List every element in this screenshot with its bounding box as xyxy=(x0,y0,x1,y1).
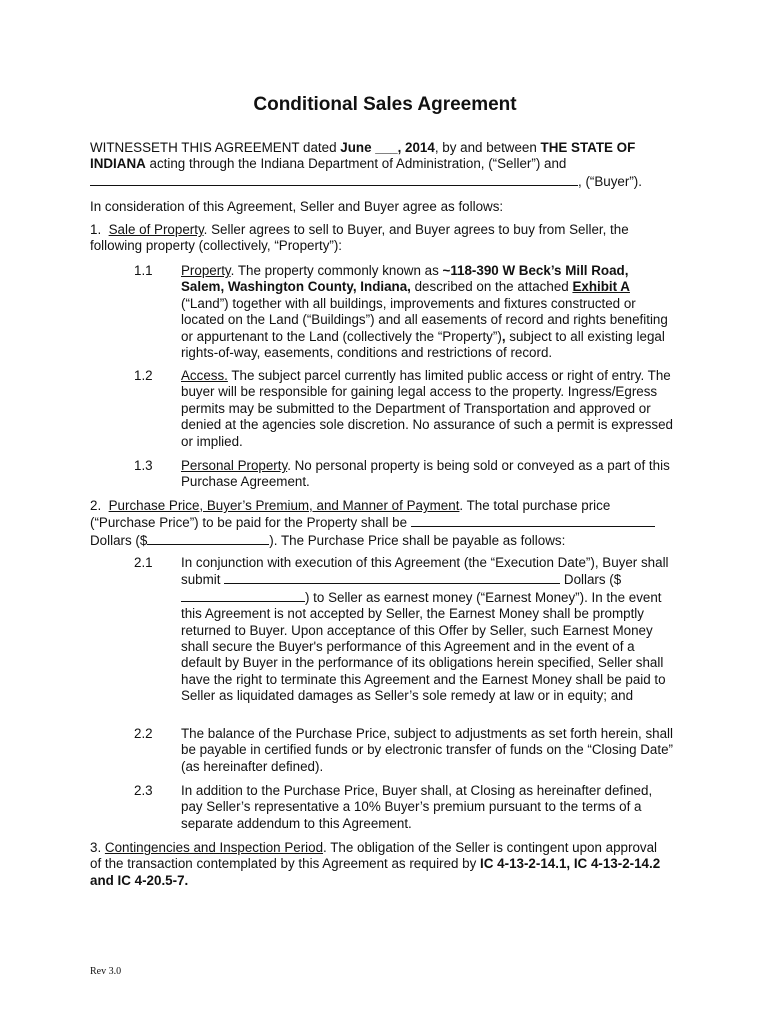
subsection-text: Dollars ($ xyxy=(560,572,622,588)
intro-text: acting through the Indiana Department of Administration, (“Seller”) and xyxy=(145,156,567,172)
exhibit-a-reference: Exhibit A xyxy=(572,279,630,295)
buyer-label: , (“Buyer”). xyxy=(578,173,642,189)
section-heading: Sale of Property xyxy=(108,222,204,237)
seller-name: THE STATE OF INDIANA xyxy=(90,140,636,172)
section-text: . The obligation of the Seller is contingent upon approval of the transaction contemplated by this Agreement as required by xyxy=(90,840,658,872)
intro-text: , by and between xyxy=(434,140,541,155)
purchase-price-amount-blank[interactable] xyxy=(147,532,269,545)
agreement-date: June ___, 2014 xyxy=(340,140,435,155)
subsection-heading: Property xyxy=(181,263,231,278)
section-3 xyxy=(90,840,670,889)
subsection-number: 1.1 xyxy=(134,263,153,278)
subsection-number: 2.2 xyxy=(134,726,153,741)
section-1 xyxy=(90,222,670,255)
section-text: . Seller agrees to sell to Buyer, and Buyer agrees to buy from Seller, the following property (collectively, “Property”): xyxy=(90,222,629,254)
section-1-2 xyxy=(134,368,674,450)
section-number: 2. xyxy=(90,498,102,513)
section-number: 1. xyxy=(90,222,102,237)
section-2 xyxy=(90,498,670,549)
buyer-name-blank[interactable] xyxy=(90,173,578,186)
section-text: . The total purchase price (“Purchase Price”) to be paid for the Property shall be xyxy=(90,498,611,531)
subsection-text: In conjunction with execution of this Agreement (the “Execution Date”), Buyer shall submit xyxy=(181,555,669,588)
subsection-number: 1.3 xyxy=(134,458,153,473)
section-1-3 xyxy=(134,458,674,491)
revision-footer: Rev 3.0 xyxy=(90,966,122,977)
subsection-text: (“Land”) together with all buildings, improvements and fixtures constructed or located on the Land (“Buildings”) and all easements of record and rights benefiting or appurtenant to the Land (collectively the “Property”) xyxy=(181,295,668,344)
subsection-text: In addition to the Purchase Price, Buyer shall, at Closing as hereinafter defined, pay Seller’s representative a 10% Buyer’s premium pursuant to the terms of a separate addendum to this Agreement. xyxy=(181,783,653,831)
subsection-text: ) to Seller as earnest money (“Earnest Money”). In the event this Agreement is not accepted by Seller, the Earnest Money shall be promptly returned to Buyer. Upon acceptance of this Offer by Seller, such Earnest Money shall secure the Buyer's performance of this Agreement and in the event of a default by Buyer in the performance of its obligations herein specified, Seller shall have the right to terminate this Agreement and the Earnest Money shall be paid to Seller as liquidated damages as Seller’s sole remedy at law or in equity; and xyxy=(181,589,666,704)
section-2-1 xyxy=(134,555,674,705)
section-1-1 xyxy=(134,263,674,361)
subsection-comma: , xyxy=(501,328,506,344)
section-number: 3. xyxy=(90,840,102,855)
section-heading: Contingencies and Inspection Period xyxy=(104,840,324,855)
earnest-money-amount-blank[interactable] xyxy=(181,589,305,602)
subsection-number: 2.3 xyxy=(134,783,153,798)
purchase-price-words-blank[interactable] xyxy=(411,514,655,527)
document-title: Conditional Sales Agreement xyxy=(253,94,517,115)
subsection-text: . The property commonly known as xyxy=(230,263,443,278)
subsection-heading: Personal Property xyxy=(181,458,288,473)
subsection-text: The subject parcel currently has limited public access or right of entry. The buyer will be responsible for gaining legal access to the property. Ingress/Egress permits may be submitted to the Department of Transportation and approved or denied at the agencies sole discretion. No assurance of such a permit is expressed or implied. xyxy=(181,368,674,449)
section-heading: Purchase Price, Buyer’s Premium, and Manner of Payment xyxy=(108,498,460,513)
intro-paragraph xyxy=(90,140,670,190)
statute-references: IC 4-13-2-14.1, IC 4-13-2-14.2 and IC 4-20.5-7. xyxy=(90,856,661,888)
section-2-3 xyxy=(134,783,674,832)
consideration-paragraph: In consideration of this Agreement, Seller and Buyer agree as follows: xyxy=(90,199,504,214)
subsection-number: 1.2 xyxy=(134,368,153,383)
subsection-text: The balance of the Purchase Price, subject to adjustments as set forth herein, shall be payable in certified funds or by electronic transfer of funds on the “Closing Date” (as hereinafter defined). xyxy=(181,726,674,774)
subsection-number: 2.1 xyxy=(134,555,153,570)
section-2-2 xyxy=(134,726,674,775)
section-text: ). The Purchase Price shall be payable as follows: xyxy=(269,532,566,548)
section-text: Dollars ($ xyxy=(90,532,148,548)
subsection-text: subject to all existing legal rights-of-way, easements, conditions and restrictions of record. xyxy=(181,328,665,361)
subsection-heading: Access. xyxy=(181,368,228,383)
subsection-text: . No personal property is being sold or conveyed as a part of this Purchase Agreement. xyxy=(181,458,670,490)
earnest-money-words-blank[interactable] xyxy=(224,571,560,584)
subsection-text: described on the attached xyxy=(410,279,573,295)
property-address: ~118-390 W Beck’s Mill Road, Salem, Washington County, Indiana, xyxy=(181,263,629,295)
intro-text: WITNESSETH THIS AGREEMENT dated xyxy=(90,140,341,155)
